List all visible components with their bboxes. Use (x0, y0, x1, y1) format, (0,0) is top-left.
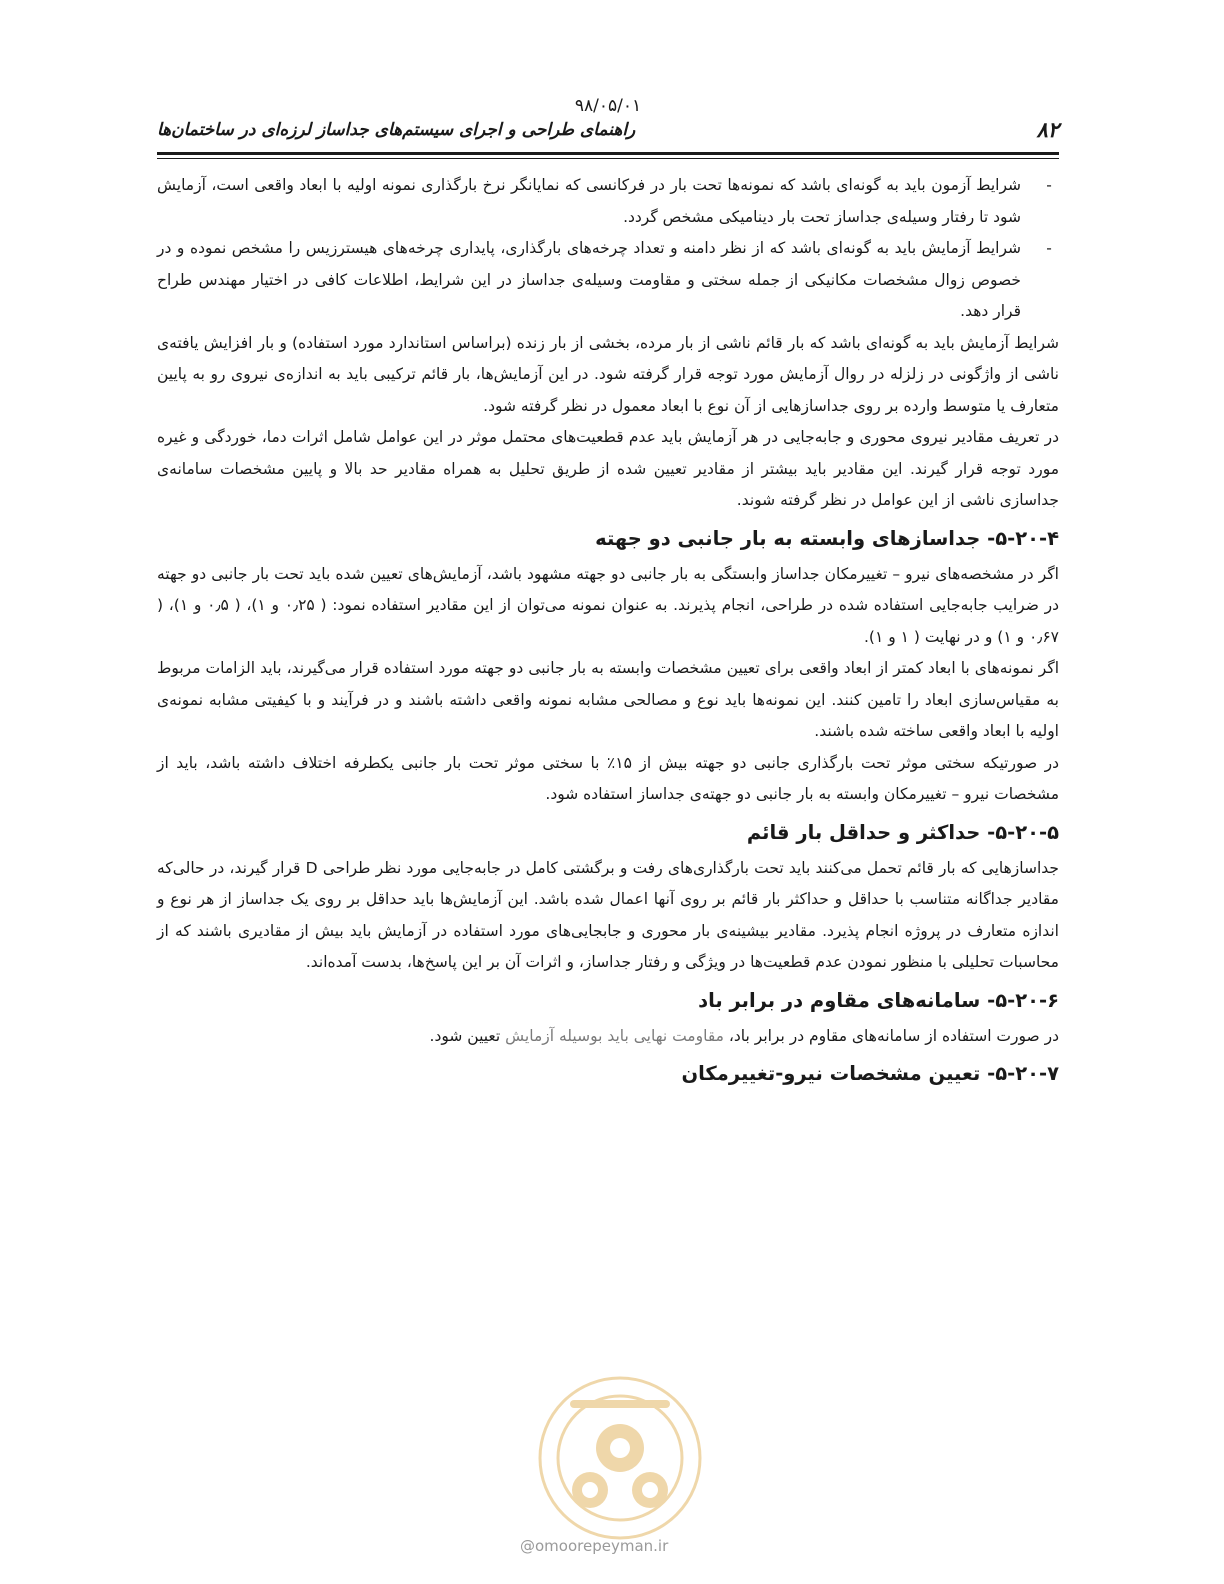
section-heading: ۵-۲۰-۷- تعیین مشخصات نیرو-تغییرمکان (681, 1062, 1059, 1085)
header-rule-thick (157, 152, 1059, 155)
running-title: راهنمای طراحی و اجرای سیستم‌های جداساز لرزه‌ای در ساختمان‌ها (157, 120, 636, 140)
section-heading: ۵-۲۰-۴- جداسازهای وابسته به بار جانبی دو جهته (595, 526, 1059, 550)
paragraph: اگر در مشخصه‌های نیرو – تغییرمکان جداساز وابستگی به بار جانبی دو جهته مشهود باشد، آزمایش‌های تعیین شده باید تحت بار جانبی دو جهته در ضرایب جابه‌جایی استفاده شده در طراحی، انجام پذیرند. به عنوان نمونه می‌توان از این مقادیر استفاده نمود: ( ۰٫۲۵ و ۱)، ( ۰٫۵ و ۱)، ( ۰٫۶۷ و ۱) و در نهایت ( ۱ و ۱). (157, 564, 1059, 646)
text-segment: تعیین شود. (429, 1026, 506, 1045)
paragraph: در صورتیکه سختی موثر تحت بارگذاری جانبی دو جهته بیش از ۱۵٪ با سختی موثر تحت بار جانبی یکطرفه اختلاف داشته باشد، باید از مشخصات نیرو – تغییرمکان وابسته به بار جانبی دو جهته‌ی جداساز استفاده شود. (157, 753, 1059, 803)
paragraph: در تعریف مقادیر نیروی محوری و جابه‌جایی در هر آزمایش باید عدم قطعیت‌های محتمل موثر در این عوامل شامل اثرات دما، خوردگی و غیره مورد توجه قرار گیرند. این مقادیر باید بیشتر از مقادیر تعیین شده از طریق تحلیل به همراه مقادیر حد بالا و پایین مشخصات سامانه‌ی جداسازی ناشی از این عوامل در نظر گرفته شوند. (157, 428, 1059, 509)
bullet-list (157, 170, 1059, 328)
bullet-item (157, 233, 1052, 328)
bullet-text: شرایط آزمون باید به گونه‌ای باشد که نمونه‌ها تحت بار در فرکانسی که نمایانگر نرخ بارگذاری نمونه اولیه با ابعاد واقعی است، آزمایش شود تا رفتار وسیله‌ی جداساز تحت بار دینامیکی مشخص گردد. (157, 176, 1021, 226)
paragraph (157, 1021, 1059, 1053)
paragraph: شرایط آزمایش باید به گونه‌ای باشد که بار قائم ناشی از بار مرده، بخشی از بار زنده (براساس استاندارد مورد استفاده) و بار افزایش یافته‌ی ناشی از واژگونی در زلزله در روال آزمایش مورد توجه قرار گرفته شود. در این آزمایش‌ها، بار قائم ترکیبی باید به اندازه‌ی نیروی رو به پایین متعارف یا متوسط وارده بر روی جداسازهایی از آن نوع با ابعاد معمول در نظر گرفته شود. (157, 333, 1059, 415)
bullet-text: شرایط آزمایش باید به گونه‌ای باشد که از نظر دامنه و تعداد چرخه‌های بارگذاری، پایداری چرخه‌های هیسترزیس را مشخص نموده و در خصوص زوال مشخصات مکانیکی از جمله سختی و مقاومت وسیله‌ی جداساز در این شرایط، اطلاعات کافی در اختیار مهندس طراح قرار دهد. (157, 239, 1021, 320)
paragraph: جداسازهایی که بار قائم تحمل می‌کنند باید تحت بارگذاری‌های رفت و برگشتی کامل در جابه‌جایی مورد نظر طراحی D قرار گیرند، در حالی‌که مقادیر جداگانه متناسب با حداقل و حداکثر بار قائم بر روی آنها اعمال شده باشد. این آزمایش‌ها باید حداقل بر روی یک جداساز از هر نوع و اندازه متعارف در پروژه انجام پذیرد. مقادیر بیشینه‌ی بار محوری و جابجایی‌های مورد استفاده در آزمایش باید بیش از مقادیری باشند که از محاسبات تحلیلی با منظور نمودن عدم قطعیت‌ها در ویژگی و رفتار جداساز، و اثرات آن بر این پاسخ‌ها، بدست آمده‌اند. (157, 858, 1060, 971)
page-header (157, 118, 1059, 146)
header-rule-thin (157, 158, 1059, 159)
document-page (157, 0, 1059, 1584)
section-heading: ۵-۲۰-۵- حداکثر و حداقل بار قائم (746, 820, 1059, 844)
text-segment-muted: مقاومت نهایی باید بوسیله آزمایش (505, 1026, 724, 1045)
paragraph: اگر نمونه‌های با ابعاد کمتر از ابعاد واقعی برای تعیین مشخصات وابسته به بار جانبی دو جهته مورد استفاده قرار می‌گیرند، باید الزامات مربوط به مقیاس‌سازی ابعاد را تامین کنند. این نمونه‌ها باید نوع و مصالحی مشابه نمونه واقعی داشته باشند و در فرآیند و با کیفیتی مشابه نمونه‌ی اولیه با ابعاد واقعی ساخته شده باشند. (157, 659, 1059, 740)
page-number: ۸۲ (1036, 118, 1059, 142)
body-text (157, 170, 1059, 1094)
text-segment: در صورت استفاده از سامانه‌های مقاوم در برابر باد، (723, 1026, 1059, 1045)
header-date: ۹۸/۰۵/۰۱ (574, 96, 642, 116)
watermark-site: @omoorepeyman.ir (520, 1537, 669, 1555)
dash-bullet-icon: - (1046, 176, 1052, 194)
dash-bullet-icon: - (1046, 239, 1052, 257)
bullet-item (157, 170, 1052, 233)
section-heading: ۵-۲۰-۶- سامانه‌های مقاوم در برابر باد (698, 988, 1059, 1012)
